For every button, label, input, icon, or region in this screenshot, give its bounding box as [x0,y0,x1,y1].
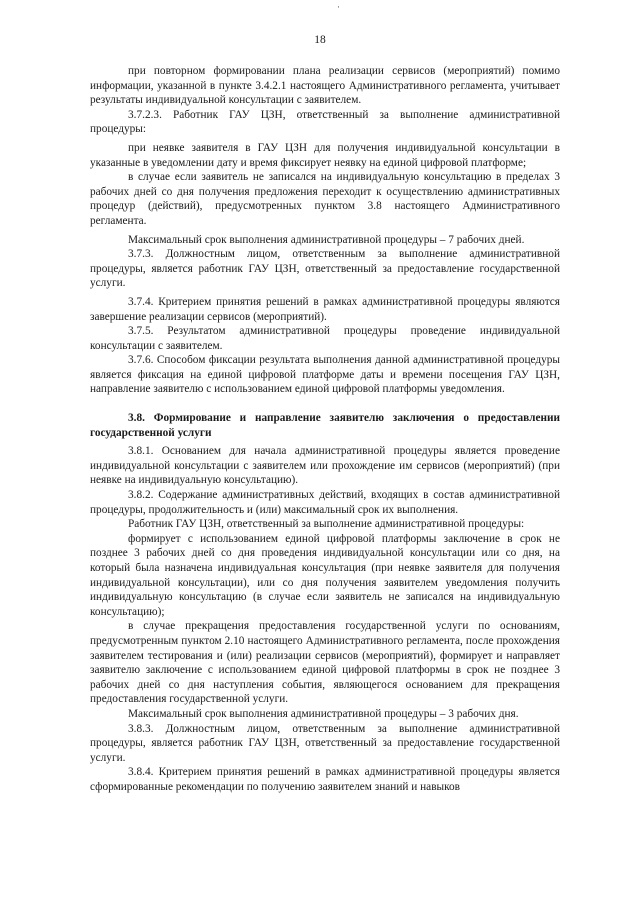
paragraph: 3.8.4. Критерием принятия решений в рамках административной процедуры является сформированные рекомендации по получению заявителем знаний и навыков [90,766,560,793]
paragraph: 3.7.6. Способом фиксации результата выполнения данной административной процедуры является фиксация на единой цифровой платформе даты и времени посещения ГАУ ЦЗН, направление заявителю с использованием единой цифровой платформы уведомления. [90,354,560,396]
paragraph: Максимальный срок выполнения административной процедуры – 7 рабочих дней. [128,233,525,246]
section-heading: 3.8. Формирование и направление заявителю заключения о предоставлении государственной услуги [90,412,560,439]
paragraph: 3.7.4. Критерием принятия решений в рамках административной процедуры являются завершение реализации сервисов (мероприятий). [90,295,560,323]
paragraph: в случае если заявитель не записался на индивидуальную консультацию в пределах 3 рабочих дней со дня получения предложения переходит к осуществлению административных процедур (действий), предусмотренных пунктом 3.8 настоящего Административного регламента. [90,171,560,227]
page-mark: · [337,2,340,12]
paragraph: 3.8.1. Основанием для начала административной процедуры является проведение индивидуальной консультации с заявителем или прохождение им сервисов (мероприятий) (при неявке на индивидуальную консультацию). [90,445,560,487]
document-body [90,64,560,795]
paragraph: Работник ГАУ ЦЗН, ответственный за выполнение административной процедуры: [128,518,525,531]
paragraph: 3.7.2.3. Работник ГАУ ЦЗН, ответственный за выполнение административной процедуры: [90,108,560,136]
paragraph: 3.8.3. Должностным лицом, ответственным за выполнение административной процедуры, является работник ГАУ ЦЗН, ответственный за предоставление государственной услуги. [90,722,560,764]
paragraph: 3.8.2. Содержание административных действий, входящих в состав административной процедуры, продолжительность и (или) максимальный срок их выполнения. [90,489,560,516]
paragraph: в случае прекращения предоставления государственной услуги по основаниям, предусмотренным пунктом 2.10 настоящего Административного регламента, после прохождения заявителем тестирования и (или) реализации сервисов (мероприятий), формирует и направляет заявителю заключение с использованием единой цифровой платформы в срок не позднее 3 рабочих дней со дня наступления события, являющегося основанием для прекращения предоставления государственной услуги. [90,620,560,706]
paragraph: Максимальный срок выполнения административной процедуры – 3 рабочих дня. [128,707,519,720]
paragraph: при повторном формировании плана реализации сервисов (мероприятий) помимо информации, указанной в пункте 3.4.2.1 настоящего Административного регламента, учитывает результаты индивидуальной консультации с заявителем. [90,65,560,107]
paragraph: 3.7.5. Результатом административной процедуры проведение индивидуальной консультации с заявителем. [90,325,560,352]
paragraph: при неявке заявителя в ГАУ ЦЗН для получения индивидуальной консультации в указанные в уведомлении дату и время фиксирует неявку на единой цифровой платформе; [90,141,560,169]
page-number: 18 [314,34,326,46]
paragraph: 3.7.3. Должностным лицом, ответственным за выполнение административной процедуры, является работник ГАУ ЦЗН, ответственный за предоставление государственной услуги. [90,248,560,290]
paragraph: формирует с использованием единой цифровой платформы заключение в срок не позднее 3 рабочих дней со дня проведения индивидуальной консультации или со дня, на который была назначена индивидуальная консультация (при неявке заявителя для получения индивидуальной консультации), или со дня получения заявителем уведомления получить индивидуальную консультацию (в случае если заявитель не записался на индивидуальную консультацию); [90,532,560,618]
